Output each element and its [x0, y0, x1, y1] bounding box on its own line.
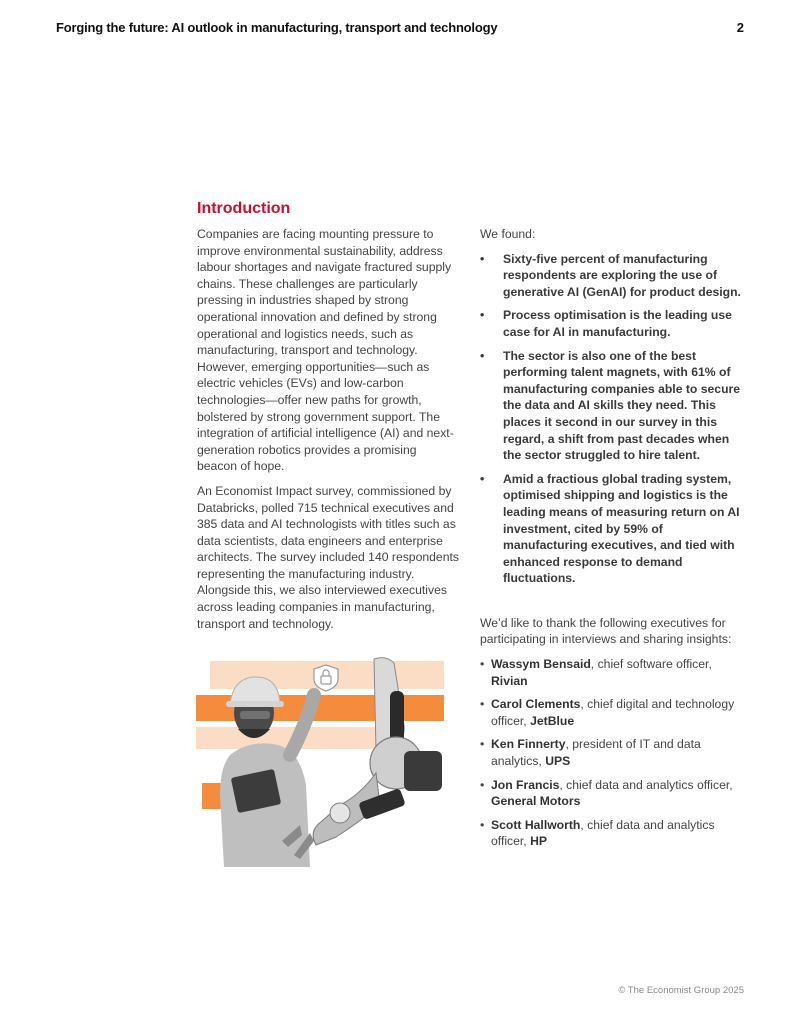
executive-company: HP — [530, 834, 548, 849]
executive-title: , president of IT and data analytics, — [491, 737, 701, 769]
executive-item — [480, 696, 750, 729]
executive-item — [480, 736, 750, 769]
executive-title: , chief digital and technology officer, — [491, 697, 735, 728]
finding-item — [480, 307, 750, 340]
bullet: • — [480, 817, 485, 832]
copyright-footer: © The Economist Group 2025 — [618, 985, 744, 996]
bullet: • — [480, 657, 485, 672]
executive-name: Ken Finnerty — [491, 737, 566, 752]
executive-title: , chief software officer, — [590, 657, 712, 672]
executive-name: Scott Hallworth — [491, 817, 581, 832]
finding-text: The sector is also one of the best performing talent magnets, with 61% of manufacturing companies able to secure the data and AI skills they need. This places it second in our survey in this regard, a shift from past decades when the sector struggled to hire talent. — [503, 348, 741, 463]
bullet: • — [480, 697, 485, 712]
executive-name: Wassym Bensaid — [491, 657, 591, 672]
bullet: • — [480, 308, 485, 323]
executives-list — [480, 656, 750, 850]
executive-item — [480, 817, 750, 850]
executive-title: , chief data and analytics officer, — [491, 817, 715, 849]
finding-item — [480, 471, 750, 587]
executive-name: Carol Clements — [491, 697, 581, 712]
executive-item — [480, 777, 750, 810]
finding-text: Sixty-five percent of manufacturing respondents are exploring the use of generative AI (GenAI) for product design. — [503, 251, 741, 299]
executive-company: Rivian — [491, 673, 528, 688]
running-header: Forging the future: AI outlook in manufacturing, transport and technology — [56, 20, 498, 35]
finding-text: Amid a fractious global trading system, optimised shipping and logistics is the leading means of measuring return on AI investment, cited by 59% of manufacturing executives, and tied with enhanced response to demand fluctuations. — [503, 471, 740, 586]
intro-paragraph-2: An Economist Impact survey, commissioned by Databricks, polled 715 technical executives and 385 data and AI technologists with titles such as data scientists, data engineers and enterprise architects. The survey included 140 respondents representing the manufacturing industry. Alongside this, we also interviewed executives across leading companies in manufacturing, transport and technology. — [197, 483, 459, 631]
executive-company: JetBlue — [530, 713, 575, 728]
introduction-heading: Introduction — [197, 200, 291, 217]
executive-item — [480, 656, 750, 689]
executive-title: , chief data and analytics officer, — [559, 777, 733, 792]
findings-intro: We found: — [480, 227, 536, 241]
finding-text: Process optimisation is the leading use case for AI in manufacturing. — [503, 308, 732, 339]
executive-company: UPS — [545, 754, 571, 769]
intro-paragraph-1: Companies are facing mounting pressure to improve environmental sustainability, address labour shortages and navigate fractured supply chains. These challenges are particularly pressing in industries shaped by strong operational innovation and defined by strong operational and logistics needs, such as manufacturing, transport and technology. However, emerging opportunities—such as electric vehicles (EVs) and low-carbon technologies—offer new paths for growth, bolstered by strong government support. The integration of artificial intelligence (AI) and next-generation robotics provides a promising beacon of hope. — [197, 227, 454, 474]
page-number: 2 — [736, 20, 744, 35]
bullet: • — [480, 777, 485, 792]
finding-item — [480, 348, 750, 464]
worker-robot-illustration — [190, 655, 462, 867]
lock-shield-icon — [314, 665, 338, 691]
acknowledgements-intro: We’d like to thank the following executives for participating in interviews and sharing insights: — [480, 615, 732, 647]
findings-list — [480, 251, 750, 587]
introduction-body — [197, 226, 459, 640]
finding-item — [480, 251, 750, 301]
executive-name: Jon Francis — [491, 777, 560, 792]
bullet: • — [480, 737, 485, 752]
bullet: • — [480, 348, 485, 363]
bullet: • — [480, 251, 485, 266]
executive-company: General Motors — [491, 794, 581, 809]
findings-column — [480, 226, 750, 857]
bullet: • — [480, 471, 485, 486]
